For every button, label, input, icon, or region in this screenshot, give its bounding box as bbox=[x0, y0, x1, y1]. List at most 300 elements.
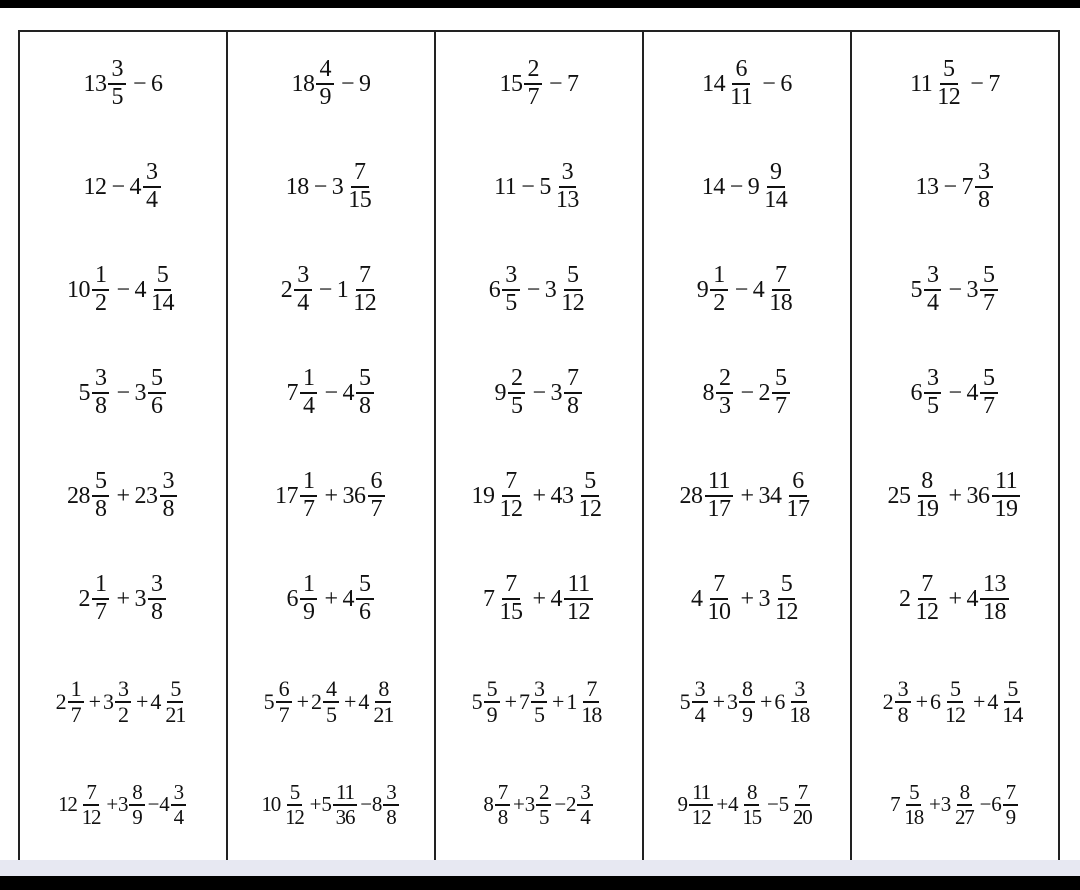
operator: + bbox=[116, 585, 130, 612]
numerator: 8 bbox=[375, 677, 391, 702]
fraction bbox=[495, 781, 510, 827]
operator: − bbox=[734, 276, 748, 303]
fraction bbox=[564, 366, 582, 418]
mixed-number bbox=[159, 781, 188, 827]
whole-part: 34 bbox=[758, 482, 782, 509]
mixed-number bbox=[887, 469, 943, 521]
numerator: 2 bbox=[524, 57, 542, 84]
whole-part: 4 bbox=[358, 688, 369, 714]
denominator: 15 bbox=[742, 804, 761, 829]
fraction bbox=[484, 677, 500, 725]
fraction bbox=[92, 366, 110, 418]
operator: − bbox=[360, 792, 371, 816]
mixed-number bbox=[779, 781, 817, 827]
math-expression bbox=[58, 781, 188, 827]
numerator: 3 bbox=[502, 263, 520, 290]
operator: + bbox=[106, 792, 117, 816]
numerator: 7 bbox=[502, 469, 520, 496]
numerator: 3 bbox=[108, 57, 126, 84]
numerator: 2 bbox=[536, 781, 551, 805]
mixed-number bbox=[291, 57, 336, 109]
mixed-number bbox=[286, 366, 319, 418]
whole-number bbox=[359, 72, 371, 96]
whole-part: 4 bbox=[752, 276, 765, 303]
fraction bbox=[999, 677, 1025, 725]
mixed-number bbox=[967, 263, 1000, 315]
numerator: 5 bbox=[906, 781, 921, 805]
mixed-number bbox=[702, 366, 735, 418]
denominator: 12 bbox=[775, 598, 799, 625]
whole-part: 17 bbox=[274, 482, 298, 509]
fraction bbox=[912, 469, 941, 521]
mixed-number bbox=[83, 57, 128, 109]
operator: + bbox=[929, 792, 940, 816]
whole-part: 4 bbox=[342, 379, 355, 406]
denominator: 5 bbox=[926, 392, 939, 419]
whole-part: 36 bbox=[342, 482, 366, 509]
whole-part: 9 bbox=[359, 70, 371, 97]
whole-part: 5 bbox=[321, 792, 331, 816]
fraction bbox=[784, 469, 813, 521]
whole-part: 3 bbox=[103, 688, 113, 714]
fraction bbox=[564, 572, 593, 624]
exercise-cell bbox=[852, 753, 1058, 856]
whole-part: 4 bbox=[966, 585, 979, 612]
mixed-number bbox=[275, 469, 320, 521]
math-expression bbox=[489, 263, 590, 315]
denominator: 7 bbox=[983, 289, 995, 316]
denominator: 12 bbox=[561, 289, 585, 316]
math-expression bbox=[83, 160, 162, 212]
numerator: 3 bbox=[692, 677, 708, 702]
math-expression bbox=[286, 366, 375, 418]
whole-part: 3 bbox=[544, 276, 557, 303]
denominator: 21 bbox=[373, 701, 394, 727]
mixed-number bbox=[135, 366, 168, 418]
operator: − bbox=[948, 276, 962, 303]
numerator: 6 bbox=[368, 469, 386, 496]
mixed-number bbox=[337, 263, 382, 315]
whole-part: 25 bbox=[887, 482, 911, 509]
math-expression bbox=[915, 160, 994, 212]
math-expression bbox=[56, 677, 191, 725]
numerator: 1 bbox=[92, 263, 110, 290]
whole-part: 4 bbox=[159, 792, 169, 816]
numerator: 6 bbox=[732, 57, 750, 84]
mixed-number bbox=[150, 677, 190, 725]
whole-part: 5 bbox=[78, 379, 90, 406]
exercise-cell bbox=[20, 753, 226, 856]
denominator: 8 bbox=[359, 392, 371, 419]
mixed-number bbox=[702, 57, 757, 109]
exercise-cell bbox=[436, 135, 642, 238]
operator: − bbox=[532, 379, 546, 406]
fraction bbox=[558, 263, 587, 315]
mixed-number bbox=[967, 469, 1023, 521]
whole-number bbox=[494, 175, 516, 199]
fraction bbox=[496, 572, 525, 624]
exercise-cell bbox=[644, 32, 850, 135]
fraction bbox=[578, 677, 604, 725]
exercise-cell bbox=[644, 135, 850, 238]
numerator: 2 bbox=[508, 366, 526, 393]
whole-part: 6 bbox=[910, 379, 922, 406]
exercise-cell bbox=[20, 547, 226, 650]
fraction bbox=[282, 781, 307, 827]
numerator: 5 bbox=[980, 366, 998, 393]
whole-part: 6 bbox=[151, 70, 163, 97]
math-expression bbox=[281, 263, 382, 315]
denominator: 7 bbox=[983, 392, 995, 419]
math-expression bbox=[910, 57, 1000, 109]
top-black-bar bbox=[0, 0, 1080, 8]
fraction bbox=[531, 677, 547, 725]
operator: − bbox=[324, 379, 338, 406]
numerator: 3 bbox=[160, 469, 178, 496]
mixed-number bbox=[677, 781, 715, 827]
operator: − bbox=[318, 276, 332, 303]
whole-part: 5 bbox=[778, 792, 788, 816]
numerator: 3 bbox=[895, 677, 911, 702]
mixed-number bbox=[281, 263, 314, 315]
numerator: 1 bbox=[300, 469, 318, 496]
fraction bbox=[980, 263, 998, 315]
math-expression bbox=[883, 677, 1028, 725]
fraction bbox=[772, 366, 790, 418]
fraction bbox=[761, 160, 790, 212]
fraction bbox=[162, 677, 188, 725]
fraction bbox=[772, 572, 801, 624]
exercise-cell bbox=[228, 547, 434, 650]
mixed-number bbox=[539, 160, 584, 212]
mixed-number bbox=[343, 572, 376, 624]
whole-part: 7 bbox=[961, 173, 974, 200]
whole-part: 5 bbox=[263, 688, 274, 714]
operator: − bbox=[132, 70, 147, 97]
mixed-number bbox=[135, 263, 180, 315]
fraction bbox=[160, 469, 178, 521]
exercise-cell bbox=[20, 341, 226, 444]
mixed-number bbox=[941, 781, 979, 827]
operator: − bbox=[766, 792, 778, 816]
fraction bbox=[294, 263, 312, 315]
exercise-cell bbox=[852, 650, 1058, 753]
operator: + bbox=[948, 482, 962, 509]
fraction bbox=[148, 263, 177, 315]
denominator: 7 bbox=[775, 392, 787, 419]
fraction bbox=[934, 57, 963, 109]
bottom-black-bar bbox=[0, 876, 1080, 890]
whole-part: 7 bbox=[890, 792, 900, 816]
exercise-cell bbox=[436, 238, 642, 341]
numerator: 8 bbox=[957, 781, 972, 805]
exercise-cell bbox=[644, 547, 850, 650]
numerator: 5 bbox=[947, 677, 963, 702]
exercise-cell bbox=[852, 444, 1058, 547]
numerator: 5 bbox=[564, 263, 582, 290]
whole-part: 19 bbox=[471, 482, 495, 509]
whole-part: 12 bbox=[83, 173, 107, 200]
whole-part: 9 bbox=[747, 173, 760, 200]
fraction bbox=[356, 366, 374, 418]
denominator: 10 bbox=[707, 598, 731, 625]
numerator: 8 bbox=[918, 469, 936, 496]
mixed-number bbox=[483, 572, 528, 624]
whole-part: 6 bbox=[774, 688, 785, 714]
numerator: 1 bbox=[92, 572, 110, 599]
math-expression bbox=[291, 57, 370, 109]
mixed-number bbox=[551, 572, 596, 624]
denominator: 8 bbox=[386, 804, 396, 829]
mixed-number bbox=[130, 160, 163, 212]
mixed-number bbox=[343, 469, 388, 521]
mixed-number bbox=[890, 781, 928, 827]
operator: + bbox=[915, 688, 927, 714]
numerator: 1 bbox=[710, 263, 728, 290]
numerator: 7 bbox=[795, 781, 810, 805]
math-expression bbox=[78, 572, 167, 624]
fraction bbox=[496, 469, 525, 521]
fraction bbox=[502, 263, 520, 315]
exercise-cell bbox=[436, 753, 642, 856]
fraction bbox=[524, 57, 542, 109]
math-expression bbox=[275, 469, 387, 521]
numerator: 5 bbox=[148, 366, 166, 393]
operator: + bbox=[760, 688, 772, 714]
operator: − bbox=[313, 173, 327, 200]
whole-part: 5 bbox=[471, 688, 482, 714]
whole-part: 3 bbox=[117, 792, 128, 816]
denominator: 18 bbox=[581, 701, 602, 727]
fraction bbox=[68, 677, 84, 725]
denominator: 8 bbox=[978, 186, 990, 213]
numerator: 3 bbox=[577, 781, 592, 805]
whole-part: 7 bbox=[286, 379, 298, 406]
fraction bbox=[975, 160, 993, 212]
math-expression bbox=[679, 469, 814, 521]
denominator: 20 bbox=[792, 804, 812, 829]
denominator: 9 bbox=[486, 701, 497, 727]
math-expression bbox=[472, 677, 607, 725]
operator: − bbox=[116, 276, 130, 303]
denominator: 18 bbox=[983, 598, 1007, 625]
fraction bbox=[692, 677, 708, 725]
operator: − bbox=[979, 792, 991, 816]
denominator: 12 bbox=[499, 495, 523, 522]
fraction bbox=[300, 366, 318, 418]
exercise-cell bbox=[436, 341, 642, 444]
denominator: 7 bbox=[278, 701, 289, 727]
numerator: 5 bbox=[356, 366, 374, 393]
numerator: 5 bbox=[154, 263, 172, 290]
math-expression bbox=[702, 366, 791, 418]
fraction bbox=[704, 469, 733, 521]
fraction bbox=[766, 263, 795, 315]
bottom-light-strip bbox=[0, 860, 1080, 876]
denominator: 12 bbox=[353, 289, 377, 316]
denominator: 7 bbox=[527, 83, 539, 110]
fraction bbox=[300, 572, 318, 624]
denominator: 18 bbox=[789, 701, 810, 727]
denominator: 9 bbox=[319, 83, 331, 110]
numerator: 7 bbox=[83, 781, 98, 805]
mixed-number bbox=[774, 677, 814, 725]
numerator: 7 bbox=[495, 781, 510, 805]
whole-part: 18 bbox=[291, 70, 315, 97]
denominator: 8 bbox=[497, 804, 508, 829]
fraction bbox=[108, 57, 126, 109]
whole-part: 2 bbox=[280, 276, 293, 303]
math-expression bbox=[887, 469, 1022, 521]
mixed-number bbox=[471, 469, 527, 521]
exercise-cell bbox=[436, 547, 642, 650]
whole-part: 7 bbox=[567, 70, 579, 97]
fraction bbox=[952, 781, 977, 827]
exercise-cell bbox=[20, 238, 226, 341]
numerator: 5 bbox=[356, 572, 374, 599]
fraction bbox=[323, 677, 339, 725]
operator: − bbox=[554, 792, 565, 816]
whole-part: 8 bbox=[483, 792, 493, 816]
denominator: 19 bbox=[915, 495, 939, 522]
exercise-cell bbox=[20, 32, 226, 135]
exercise-cell bbox=[228, 135, 434, 238]
mixed-number bbox=[753, 263, 798, 315]
whole-number bbox=[83, 175, 106, 199]
whole-number bbox=[702, 175, 725, 199]
operator: − bbox=[521, 173, 535, 200]
whole-number bbox=[567, 72, 579, 96]
mixed-number bbox=[759, 366, 792, 418]
fraction bbox=[333, 781, 358, 827]
math-expression bbox=[890, 781, 1020, 827]
mixed-number bbox=[910, 57, 965, 109]
numerator: 5 bbox=[581, 469, 599, 496]
exercise-cell bbox=[228, 650, 434, 753]
exercise-cell bbox=[644, 341, 850, 444]
fraction bbox=[980, 366, 998, 418]
mixed-number bbox=[883, 677, 913, 725]
numerator: 7 bbox=[1003, 781, 1018, 805]
numerator: 4 bbox=[316, 57, 334, 84]
denominator: 21 bbox=[165, 701, 186, 727]
operator: − bbox=[111, 173, 125, 200]
whole-part: 3 bbox=[331, 173, 344, 200]
fraction-worksheet-table bbox=[18, 30, 1060, 862]
numerator: 7 bbox=[710, 572, 728, 599]
math-expression bbox=[261, 781, 400, 827]
fraction bbox=[368, 469, 386, 521]
mixed-number bbox=[759, 469, 815, 521]
whole-part: 4 bbox=[690, 585, 703, 612]
whole-part: 9 bbox=[677, 792, 687, 816]
mixed-number bbox=[264, 677, 294, 725]
operator: + bbox=[973, 688, 985, 714]
operator: + bbox=[552, 688, 564, 714]
math-expression bbox=[680, 677, 815, 725]
mixed-number bbox=[286, 572, 319, 624]
whole-part: 10 bbox=[66, 276, 90, 303]
operator: + bbox=[532, 482, 546, 509]
fraction bbox=[901, 781, 926, 827]
whole-part: 3 bbox=[524, 792, 534, 816]
whole-part: 5 bbox=[910, 276, 922, 303]
column-5 bbox=[852, 32, 1058, 862]
mixed-number bbox=[67, 469, 112, 521]
denominator: 5 bbox=[111, 83, 123, 110]
numerator: 5 bbox=[980, 263, 998, 290]
denominator: 7 bbox=[94, 598, 107, 625]
mixed-number bbox=[910, 263, 943, 315]
whole-part: 15 bbox=[499, 70, 523, 97]
mixed-number bbox=[311, 677, 341, 725]
numerator: 7 bbox=[772, 263, 790, 290]
fraction bbox=[727, 57, 755, 109]
denominator: 9 bbox=[1005, 804, 1015, 829]
denominator: 13 bbox=[555, 186, 579, 213]
exercise-cell bbox=[644, 444, 850, 547]
numerator: 7 bbox=[918, 572, 936, 599]
mixed-number bbox=[483, 781, 512, 827]
numerator: 5 bbox=[778, 572, 796, 599]
numerator: 3 bbox=[92, 366, 110, 393]
mixed-number bbox=[727, 677, 757, 725]
fraction bbox=[924, 366, 942, 418]
whole-part: 4 bbox=[987, 688, 998, 714]
denominator: 6 bbox=[151, 392, 163, 419]
operator: − bbox=[116, 379, 130, 406]
whole-part: 11 bbox=[494, 173, 517, 200]
fraction bbox=[1003, 781, 1018, 827]
fraction bbox=[739, 677, 755, 725]
mixed-number bbox=[967, 366, 1000, 418]
fraction bbox=[92, 469, 110, 521]
whole-part: 13 bbox=[83, 70, 107, 97]
fraction bbox=[716, 366, 734, 418]
denominator: 19 bbox=[994, 495, 1018, 522]
mixed-number bbox=[372, 781, 401, 827]
whole-part: 9 bbox=[494, 379, 506, 406]
fraction bbox=[577, 781, 592, 827]
exercise-cell bbox=[436, 444, 642, 547]
fraction bbox=[92, 572, 110, 624]
whole-part: 3 bbox=[940, 792, 950, 816]
whole-part: 3 bbox=[966, 276, 979, 303]
whole-part: 4 bbox=[150, 688, 161, 714]
exercise-cell bbox=[852, 547, 1058, 650]
operator: + bbox=[116, 482, 130, 509]
math-expression bbox=[910, 263, 999, 315]
whole-number bbox=[915, 175, 938, 199]
whole-number bbox=[286, 175, 309, 199]
whole-part: 5 bbox=[679, 688, 690, 714]
exercise-cell bbox=[228, 753, 434, 856]
operator: − bbox=[340, 70, 355, 97]
denominator: 4 bbox=[173, 804, 183, 829]
fraction bbox=[300, 469, 318, 521]
denominator: 14 bbox=[764, 186, 788, 213]
fraction bbox=[704, 572, 733, 624]
numerator: 3 bbox=[791, 677, 807, 702]
numerator: 3 bbox=[383, 781, 398, 805]
operator: − bbox=[548, 70, 563, 97]
numerator: 3 bbox=[531, 677, 547, 702]
denominator: 36 bbox=[335, 804, 355, 829]
denominator: 5 bbox=[534, 701, 544, 727]
mixed-number bbox=[472, 677, 502, 725]
whole-part: 2 bbox=[758, 379, 771, 406]
operator: + bbox=[324, 585, 338, 612]
